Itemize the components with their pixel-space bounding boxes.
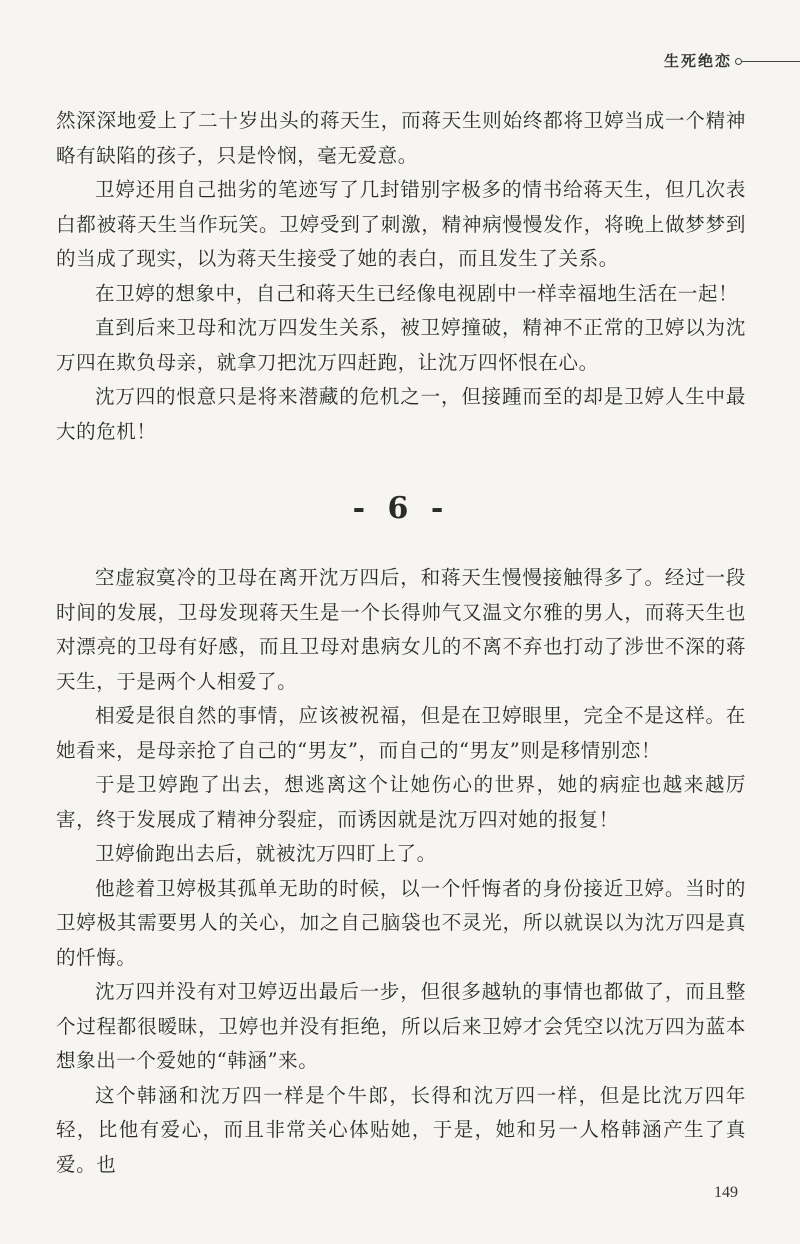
paragraph: 然深深地爱上了二十岁出头的蒋天生，而蒋天生则始终都将卫婷当成一个精神略有缺陷的孩子，只是怜悯，毫无爱意。 [56,109,746,167]
chapter-heading: - 6 - [352,491,450,526]
paragraph: 卫婷还用自己拙劣的笔迹写了几封错别字极多的情书给蒋天生，但几次表白都被蒋天生当作玩笑。卫婷受到了刺激，精神病慢慢发作，将晚上做梦梦到的当成了现实，以为蒋天生接受了她的表白，而且发生了关系。 [56,178,746,270]
paragraph: 于是卫婷跑了出去，想逃离这个让她伤心的世界，她的病症也越来越厉害，终于发展成了精神分裂症，而诱因就是沈万四对她的报复！ [56,773,746,831]
top-text-block [56,104,746,449]
paragraph: 他趁着卫婷极其孤单无助的时候，以一个忏悔者的身份接近卫婷。当时的卫婷极其需要男人的关心，加之自己脑袋也不灵光，所以就误以为沈万四是真的忏悔。 [56,876,746,969]
paragraph: 相爱是很自然的事情，应该被祝福，但是在卫婷眼里，完全不是这样。在她看来，是母亲抢了自己的“男友”，而自己的“男友”则是移情别恋！ [56,704,746,762]
page-body [56,104,746,1182]
paragraph: 沈万四并没有对卫婷迈出最后一步，但很多越轨的事情也都做了，而且整个过程都很暧昧，卫婷也并没有拒绝，所以后来卫婷才会凭空以沈万四为蓝本想象出一个爱她的“韩涵”来。 [56,980,746,1072]
paragraph: 沈万四的恨意只是将来潜藏的危机之一，但接踵而至的却是卫婷人生中最大的危机！ [56,385,746,443]
header-rule [742,61,800,62]
paragraph: 直到后来卫母和沈万四发生关系，被卫婷撞破，精神不正常的卫婷以为沈万四在欺负母亲，就拿刀把沈万四赶跑，让沈万四怀恨在心。 [56,316,746,374]
header-circle-ornament [735,58,742,65]
paragraph: 空虚寂寞冷的卫母在离开沈万四后，和蒋天生慢慢接触得多了。经过一段时间的发展，卫母发现蒋天生是一个长得帅气又温文尔雅的男人，而蒋天生也对漂亮的卫母有好感，而且卫母对患病女儿的不离不弃也打动了涉世不深的蒋天生，于是两个人相爱了。 [56,566,746,693]
book-title: 生死绝恋 [663,52,732,70]
paragraph: 在卫婷的想象中，自己和蒋天生已经像电视剧中一样幸福地生活在一起！ [95,281,739,305]
paragraph: 卫婷偷跑出去后，就被沈万四盯上了。 [95,842,437,865]
bottom-text-block [56,561,746,1182]
page-number: 149 [714,1184,738,1201]
paragraph: 这个韩涵和沈万四一样是个牛郎，长得和沈万四一样，但是比沈万四年轻，比他有爱心，而且非常关心体贴她，于是，她和另一人格韩涵产生了真爱。也 [56,1083,746,1176]
running-header [540,48,800,72]
